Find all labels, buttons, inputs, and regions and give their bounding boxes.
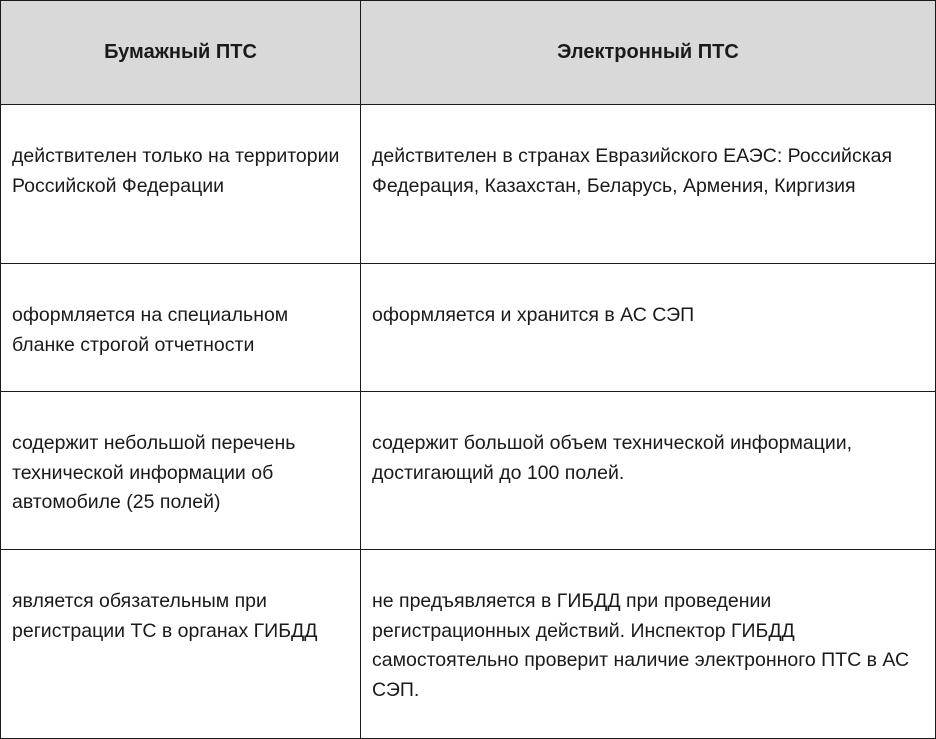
paper-cell: оформляется на специальном бланке строгой отчетности	[0, 264, 361, 392]
table-header-row	[0, 0, 936, 105]
electronic-cell: действителен в странах Евразийского ЕАЭС: Российская Федерация, Казахстан, Беларусь, Армения, Киргизия	[361, 105, 936, 264]
paper-cell: является обязательным при регистрации ТС в органах ГИБДД	[0, 550, 361, 738]
electronic-cell: содержит большой объем технической информации, достигающий до 100 полей.	[361, 392, 936, 550]
paper-cell: действителен только на территории Российской Федерации	[0, 105, 361, 264]
table-row	[0, 104, 936, 264]
electronic-cell: оформляется и хранится в АС СЭП	[361, 264, 936, 392]
header-paper-pts: Бумажный ПТС	[0, 1, 361, 105]
header-electronic-pts: Электронный ПТС	[361, 1, 936, 105]
table-row	[0, 549, 936, 739]
table-row	[0, 263, 936, 392]
electronic-cell: не предъявляется в ГИБДД при проведении регистрационных действий. Инспектор ГИБДД самостоятельно проверит наличие электронного ПТС в АС СЭП.	[361, 550, 936, 738]
paper-cell: содержит небольшой перечень технической информации об автомобиле (25 полей)	[0, 392, 361, 550]
table-row	[0, 391, 936, 550]
